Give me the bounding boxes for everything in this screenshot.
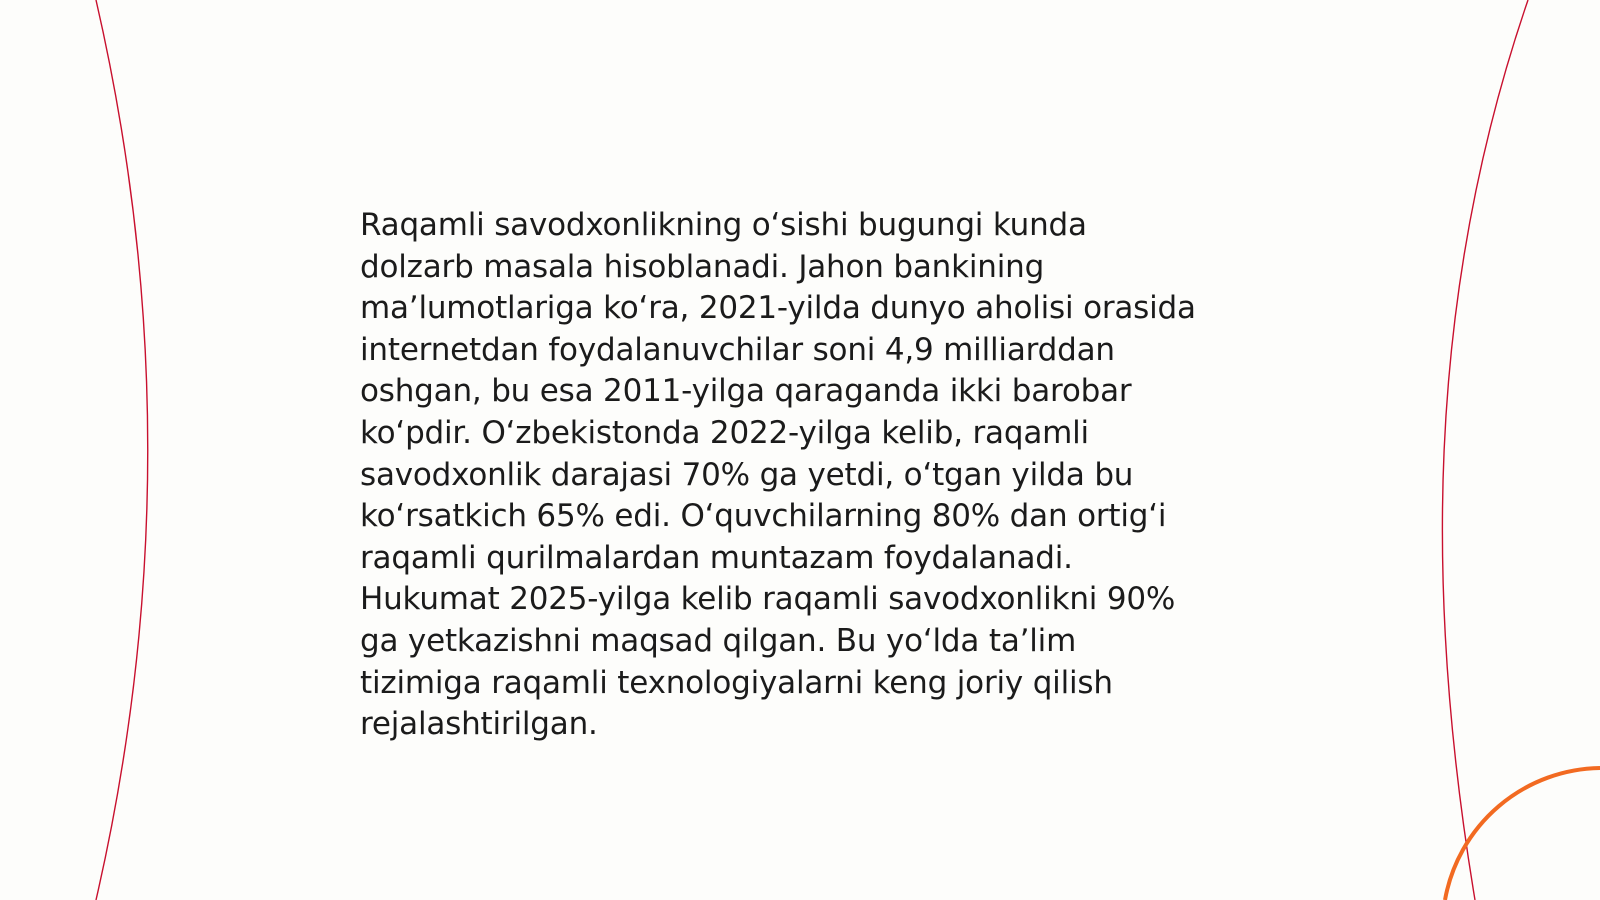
paragraph-line: internetdan foydalanuvchilar soni 4,9 milliarddan	[360, 331, 1115, 368]
paragraph-line: ga yetkazishni maqsad qilgan. Bu yo‘lda ta’lim	[360, 622, 1077, 659]
paragraph-line: Raqamli savodxonlikning o‘sishi bugungi kunda	[360, 207, 1087, 243]
paragraph-line: ko‘pdir. O‘zbekistonda 2022-yilga kelib, raqamli	[360, 414, 1089, 451]
paragraph-line: raqamli qurilmalardan muntazam foydalanadi.	[360, 539, 1073, 576]
right-arc-decoration	[1442, 0, 1528, 900]
paragraph-line: dolzarb masala hisoblanadi. Jahon bankining	[360, 248, 1045, 285]
paragraph-line: savodxonlik darajasi 70% ga yetdi, o‘tgan yilda bu	[360, 456, 1134, 493]
paragraph-line: tizimiga raqamli texnologiyalarni keng joriy qilish	[360, 664, 1113, 701]
body-paragraph	[360, 205, 1260, 746]
orange-circle-decoration	[1445, 768, 1600, 900]
paragraph-line: Hukumat 2025-yilga kelib raqamli savodxonlikni 90%	[360, 581, 1176, 618]
paragraph-line: rejalashtirilgan.	[360, 706, 598, 743]
left-arc-decoration	[96, 0, 148, 900]
paragraph-line: ma’lumotlariga ko‘ra, 2021-yilda dunyo aholisi orasida	[360, 290, 1196, 327]
paragraph-line: ko‘rsatkich 65% edi. O‘quvchilarning 80% dan ortig‘i	[360, 498, 1167, 535]
paragraph-line: oshgan, bu esa 2011-yilga qaraganda ikki barobar	[360, 373, 1132, 410]
